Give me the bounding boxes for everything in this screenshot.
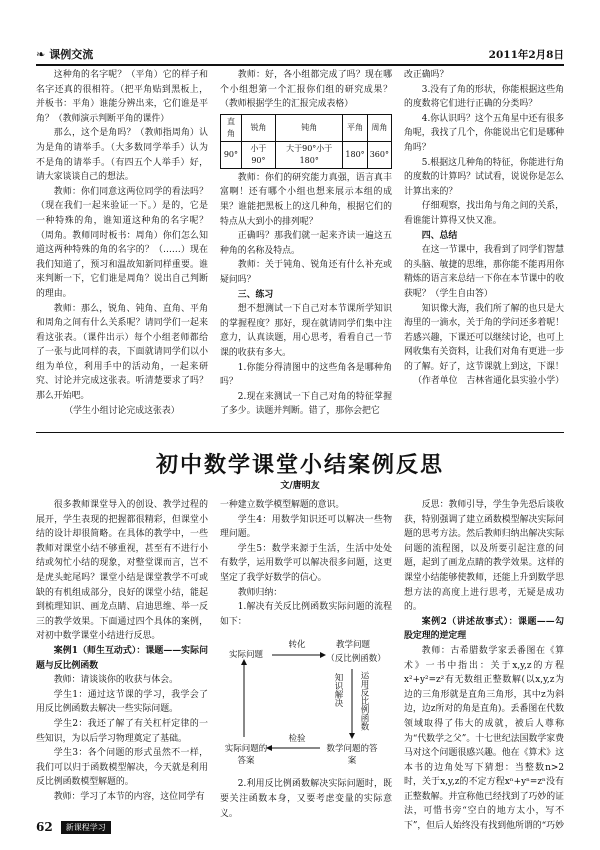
bottom-right-column (404, 498, 564, 832)
section-heading: 四、总结 (421, 230, 458, 241)
paragraph: 4.你认识吗？这个五角星中还有很多角呢，我找了几个，你能说出它们是哪种角吗？ (404, 113, 564, 153)
paragraph: 教师：古希腊数学家丢番图在《算术》一书中指出：关于x,y,z的方程x²+y²=z²有无数组正整数解(以x,y,z为边的三角形就是直角三角形，其中z为斜边，边z所对的角是直角)。丢番图在代数领域取得了伟大的成就，被后人尊称为“代数学之父”。十七世纪法国数学家费马对这个问题很感兴趣。他在《算术》这本书的边角处写下猜想：当整数n>2时，关于x,y,z的不定方程xⁿ+yⁿ=zⁿ没有正整数解。并宣称他已经找到了巧妙的证法，可惜书旁“空白的地方太小，写不下”，但后人始终没有找到他所谓的“巧妙 (404, 645, 564, 832)
bottom-left-column (36, 498, 208, 814)
paragraph: 学生2：我还了解了有关杠杆定律的一些知识，为以后学习物理奠定了基础。 (36, 718, 208, 744)
top-middle-column (220, 68, 392, 418)
flow-diagram (220, 633, 392, 773)
bottom-middle-column (220, 498, 392, 819)
paragraph: 正确吗？那我们就一起来齐读一遍这五种角的名称及特点。 (220, 231, 392, 256)
paragraph: 1.解决有关反比例函数实际问题的流程如下： (220, 602, 392, 627)
section-heading: 三、练习 (237, 289, 274, 300)
author-affiliation: （作者单位 吉林省通化县实验小学） (413, 376, 564, 387)
paragraph: 知识像大海，我们所了解的也只是大海里的一滴水，关于角的学问还多着呢！若感兴趣，下课还可以继续讨论，也可上网收集有关资料，让我们对角有更进一步的了解。好了，这节课就上到这，下课！ (404, 303, 564, 372)
case-heading: 案例2（讲述故事式）：课题——勾股定理的逆定理 (404, 616, 564, 642)
paragraph: 学生5：数学来源于生活，生活中处处有数学，运用数学可以解决很多问题，这更坚定了我学好数学的信心。 (220, 543, 392, 583)
paragraph: 教师：关于钝角、锐角还有什么补充或疑问吗？ (220, 260, 392, 285)
article-title: 初中数学课堂小结案例反思 (155, 453, 444, 478)
table-cell: 180° (343, 141, 367, 168)
table-header: 周角 (367, 114, 391, 141)
paragraph: 教师归纳： (237, 587, 283, 598)
paragraph: 2.现在来测试一下自己对角的特征掌握了多少。读题并判断。错了，那你会把它 (220, 391, 392, 417)
node-math-answer: 数学问题的答案 (326, 744, 378, 767)
node-math-problem: 教学问题 (335, 640, 370, 651)
paragraph: 学生4：用数学知识还可以解决一些物理问题。 (220, 514, 392, 540)
table-header: 锐角 (241, 114, 275, 141)
page-footer (36, 820, 564, 834)
paragraph: 在这一节课中，我看到了同学们智慧的头脑、敏捷的思维，那你能不能再用你精炼的语言来总结一下你在本节课中的收获呢？（学生自由答） (404, 245, 564, 299)
page-header (36, 42, 564, 66)
paragraph: 仔细观察，找出角与角之间的关系，看谁能计算得又快又准。 (404, 201, 564, 226)
paragraph: 2.利用反比例函数解决实际问题时，既要关注函数本身，又要考虑变量的实际意义。 (220, 779, 392, 819)
paragraph: 教师：好，各小组都完成了吗？现在哪个小组想第一个汇报你们组的研究成果？（教师根据学生的汇报完成表格） (220, 70, 392, 110)
magazine-brand: 新课程学习 (61, 821, 111, 834)
table-cell: 360° (367, 141, 391, 168)
article-author: 文/唐明友 (280, 481, 320, 491)
paragraph: 这种角的名字呢？（平角）它的样子和名字还真的很相符。（把平角贴到黑板上，并板书：平角）谁能分辨出来，它们谁是平角？（教师演示判断平角的课件） (36, 70, 208, 124)
paragraph: 5.根据这几种角的特征，你能进行角的度数的计算吗？试试看，说说你是怎么计算出来的？ (404, 157, 564, 197)
label-transform: 转化 (288, 640, 306, 651)
case-heading: 案例1（师生互动式）：课题——实际问题与反比例函数 (36, 645, 208, 671)
label-check: 检验 (288, 734, 306, 745)
angle-table (220, 114, 392, 169)
node-real-answer: 实际问题的答案 (224, 744, 268, 767)
node-inverse-function: （反比例函数） (326, 654, 386, 665)
page-number: 62 (36, 820, 53, 834)
table-header: 钝角 (276, 114, 343, 141)
table-cell: 大于90°小于180° (276, 141, 343, 168)
paragraph: 学生3：各个问题的形式虽然不一样，我们可以归于函数模型解决，今天就是利用反比例函数模型解题的。 (36, 748, 208, 788)
paragraph: 很多教师课堂导入的创设、教学过程的展开，学生表现的把握都很精彩，但课堂小结的设计却很简略。在具体的教学中，一些教师对课堂小结不够重视，甚至有不进行小结或匆忙小结的现象，对整堂课而言，岂不是虎头蛇尾吗？课堂小结是课堂教学不可或缺的有机组成部分，良好的课堂小结，能起到梳理知识、画龙点睛、启迪思维、举一反三的教学效果。下面通过四个具体的案例，对初中数学课堂小结进行反思。 (36, 500, 208, 642)
paragraph: 3.没有了角的形状，你能根据这些角的度数将它们进行正确的分类吗？ (404, 84, 564, 110)
paragraph: 那么，这个是角吗？（教师指周角）认为是角的请举手。（大多数同学举手）认为不是角的请举手。（有四五个人举手）好，请大家谈谈自己的想法。 (36, 128, 208, 183)
paragraph: 反思：教师引导，学生争先恐后谈收获，特别强调了建立函数模型解决实际问题的思考方法。然后教师归纳出解决实际问题的流程图，以及所要引起注意的问题，起到了画龙点睛的教学效果。这样的课堂小结能够使教师，还能上升到数学思想方法的高度上进行思考，无疑是成功的。 (404, 500, 564, 613)
paragraph: 想不想测试一下自己对本节课所学知识的掌握程度？那好，现在就请同学们集中注意力，认真读题，用心思考，看看自己一节课的收获有多大。 (220, 304, 392, 358)
section-divider (36, 432, 564, 433)
paragraph: 教师：你们同意这两位同学的看法吗？（现在我们一起来验证一下。）是的，它是一种特殊的角，谁知道这种角的名字呢？（周角。教师同时板书：周角）你们怎么知道这两种特殊的角的名字的？（……）现在我们知道了，预习和温故知新同样重要。谁来判断一下，它们谁是周角？说出自己判断的理由。 (36, 186, 208, 299)
label-apply-function: 运用反比例函数 (359, 671, 369, 731)
table-cell: 90° (221, 141, 242, 168)
paragraph: 改正确吗？ (404, 70, 449, 80)
label-knowledge-solve: 知识解决 (333, 673, 343, 708)
table-header: 直角 (221, 114, 242, 141)
node-real-problem: 实际问题 (228, 650, 263, 661)
table-header: 平角 (343, 114, 367, 141)
top-right-column (404, 68, 564, 418)
table-cell: 小于90° (241, 141, 275, 168)
issue-date: 2011年2月8日 (488, 49, 564, 61)
paragraph: （学生小组讨论完成这张表） (64, 405, 180, 416)
paragraph: 学生1：通过这节课的学习，我学会了用反比例函数去解决一些实际问题。 (36, 689, 208, 715)
column-name: ❧ 课例交流 (36, 47, 94, 61)
paragraph: 教师：你们的研究能力真强，语言真丰富啊！还有哪个小组也想来展示本组的成果？谁能把黑板上的这几种角，根据它们的特点从大到小的排列呢？ (220, 172, 392, 227)
paragraph: 1.你能分得清图中的这些角各是哪种角吗？ (220, 362, 392, 388)
top-left-column (36, 68, 208, 418)
paragraph: 教师：学习了本节的内容，这位同学有 (53, 791, 205, 802)
leaf-icon: ❧ (36, 47, 46, 61)
paragraph: 教师：那么，锐角、钝角、直角、平角和周角之间有什么关系呢？请同学们一起来看这张表。（课件出示）每个小组老师都给了一张与此同样的表，下面就请同学们以小组为单位，利用手中的活动角，一起来研究、讨论并完成这张表。听清楚要求了吗？那么开始吧。 (36, 303, 208, 402)
paragraph: 教师：请谈谈你的收获与体会。 (53, 675, 179, 686)
paragraph: 一种建立数学模型解题的意识。 (220, 500, 345, 510)
